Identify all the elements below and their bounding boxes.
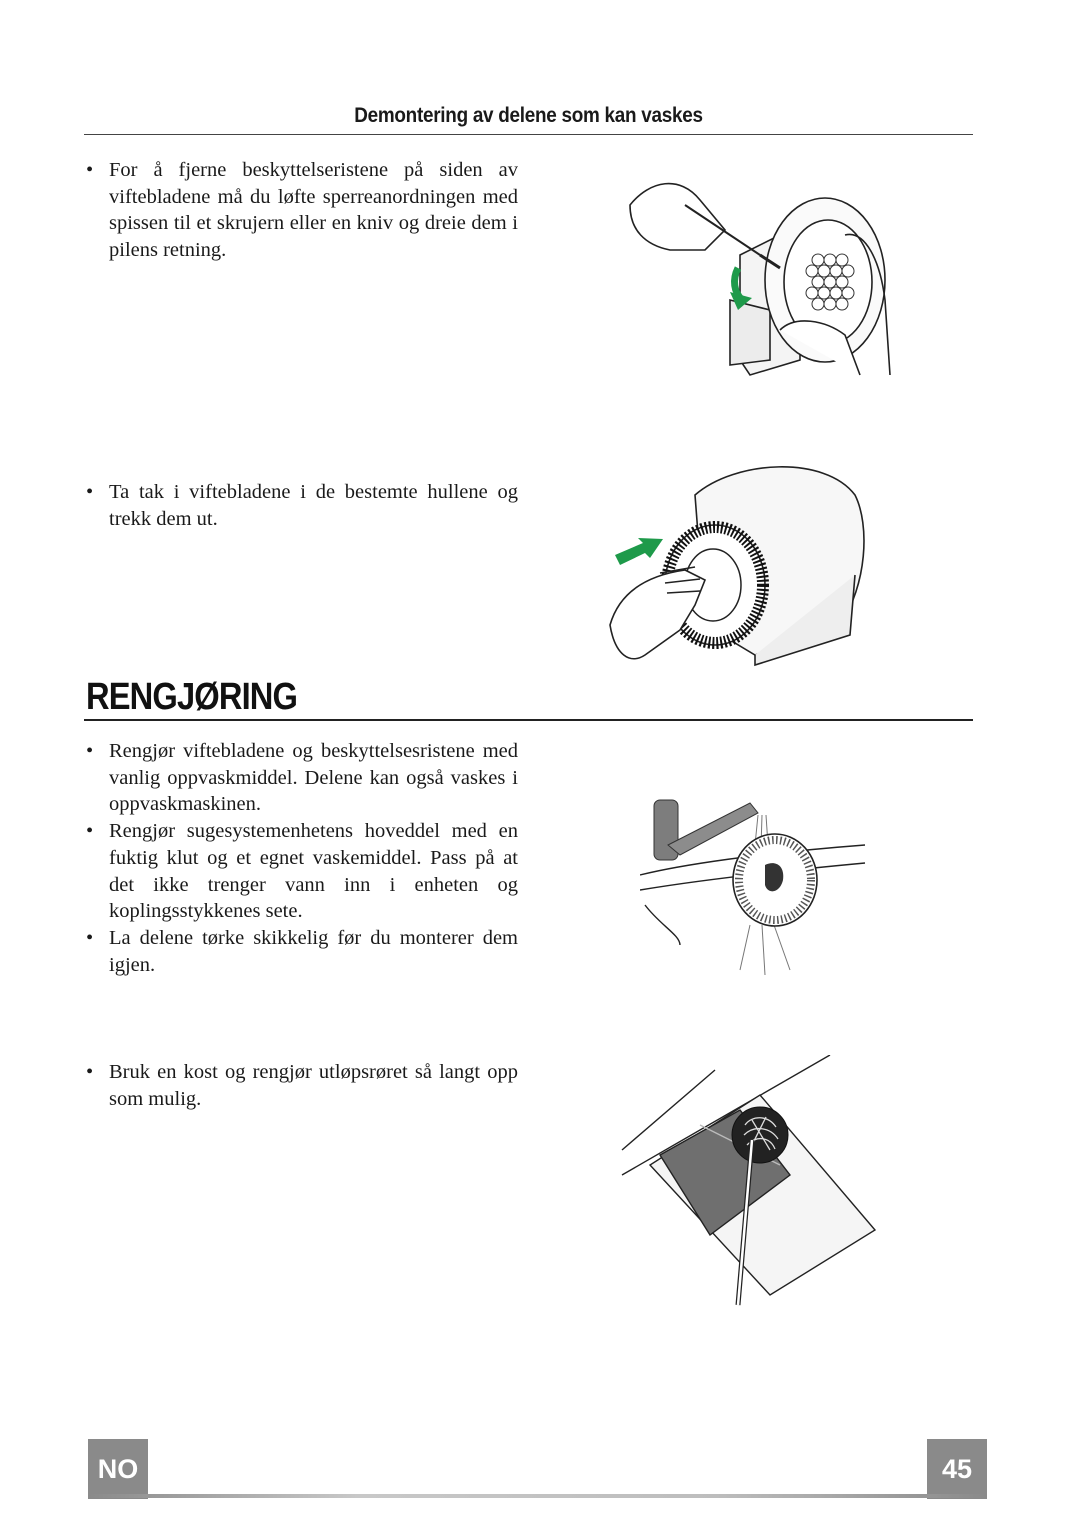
instruction-list-2 bbox=[84, 479, 518, 532]
list-item: • For å fjerne beskyttelseristene på siden av viftebladene må du løfte sperreanordningen med spissen til et skrujern eller en kniv og dreie dem i pilens retning. bbox=[84, 157, 518, 264]
list-item: • Rengjør viftebladene og beskyttelsesristene med vanlig oppvaskmiddel. Delene kan også vaskes i oppvaskmaskinen. bbox=[84, 738, 518, 818]
footer-bar bbox=[88, 1494, 987, 1498]
list-item: • Ta tak i viftebladene i de bestemte hullene og trekk dem ut. bbox=[84, 479, 518, 532]
section-subtitle: Demontering av delene som kan vaskes bbox=[354, 104, 703, 127]
list-item: • La delene tørke skikkelig før du monterer dem igjen. bbox=[84, 925, 518, 978]
divider-thick bbox=[84, 719, 973, 721]
pull-arrow-icon bbox=[615, 538, 663, 565]
instruction-list-3 bbox=[84, 738, 518, 978]
remove-impeller-illustration bbox=[605, 455, 875, 690]
page-number: 45 bbox=[927, 1439, 987, 1499]
language-badge: NO bbox=[88, 1439, 148, 1499]
list-item: • Bruk en kost og rengjør utløpsrøret så langt opp som mulig. bbox=[84, 1059, 518, 1112]
page-title: RENGJØRING bbox=[86, 676, 298, 718]
brush-outlet-illustration bbox=[620, 1055, 880, 1310]
instruction-list-1 bbox=[84, 157, 518, 264]
wash-parts-illustration bbox=[640, 785, 875, 980]
remove-grille-illustration bbox=[610, 160, 910, 385]
instruction-list-4 bbox=[84, 1059, 518, 1112]
list-item: • Rengjør sugesystemenhetens hoveddel med en fuktig klut og et egnet vaskemiddel. Pass på at det ikke trenger vann inn i enheten og koplingsstykkenes sete. bbox=[84, 818, 518, 925]
divider-thin bbox=[84, 134, 973, 135]
